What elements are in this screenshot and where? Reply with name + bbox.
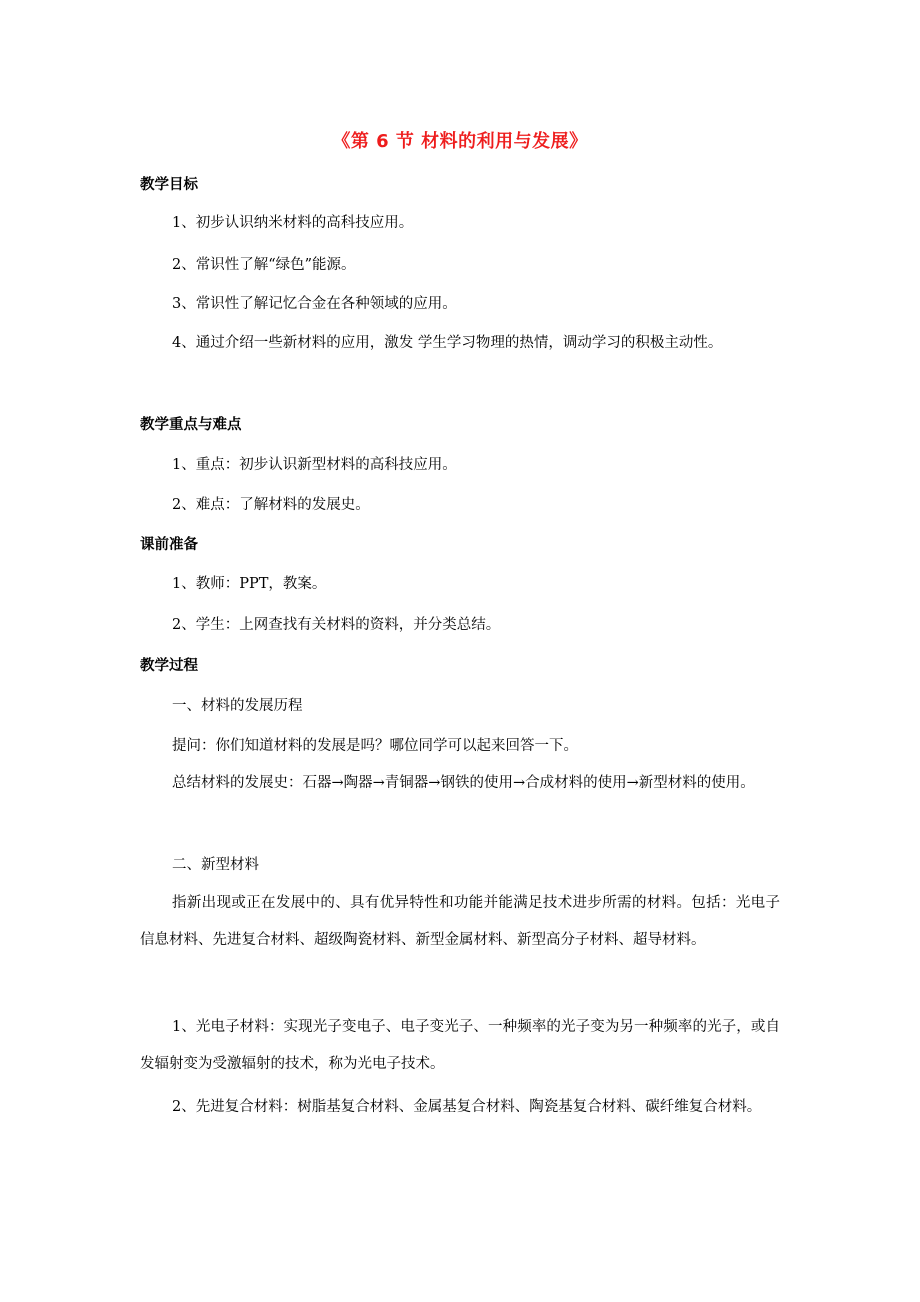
new-materials-definition: 指新出现或正在发展中的、具有优异特性和功能并能满足技术进步所需的材料。包括：光电子信息材料、先进复合材料、超级陶瓷材料、新型金属材料、新型高分子材料、超导材料。 xyxy=(140,895,780,948)
objective-item-2: 2、常识性了解“绿色”能源。 xyxy=(172,257,356,273)
document-title: 《第 6 节 材料的利用与发展》 xyxy=(332,131,588,152)
objectives-heading: 教学目标 xyxy=(140,177,198,193)
key-point-item-1: 1、重点：初步认识新型材料的高科技应用。 xyxy=(172,457,457,473)
process-heading: 教学过程 xyxy=(140,658,198,674)
key-points-heading: 教学重点与难点 xyxy=(140,417,242,433)
section1-title: 一、材料的发展历程 xyxy=(172,698,303,714)
objective-item-4: 4、通过介绍一些新材料的应用，激发 学生学习物理的热情，调动学习的积极主动性。 xyxy=(172,335,723,351)
key-point-item-2: 2、难点：了解材料的发展史。 xyxy=(172,497,370,513)
objective-item-1: 1、初步认识纳米材料的高科技应用。 xyxy=(172,215,414,231)
preparation-heading: 课前准备 xyxy=(140,537,198,553)
composite-materials-point: 2、先进复合材料：树脂基复合材料、金属基复合材料、陶瓷基复合材料、碳纤维复合材料。 xyxy=(172,1099,762,1115)
question-text: 提问：你们知道材料的发展是吗？哪位同学可以起来回答一下。 xyxy=(172,738,578,754)
preparation-item-1: 1、教师：PPT，教案。 xyxy=(172,576,327,592)
section2-title: 二、新型材料 xyxy=(172,857,259,873)
optoelectronic-materials-point: 1、光电子材料：实现光子变电子、电子变光子、一种频率的光子变为另一种频率的光子，或自发辐射变为受激辐射的技术，称为光电子技术。 xyxy=(140,1019,780,1072)
preparation-item-2: 2、学生：上网查找有关材料的资料，并分类总结。 xyxy=(172,617,501,633)
history-summary: 总结材料的发展史：石器→陶器→青铜器→钢铁的使用→合成材料的使用→新型材料的使用。 xyxy=(172,775,755,791)
objective-item-3: 3、常识性了解记忆合金在各种领域的应用。 xyxy=(172,296,457,312)
